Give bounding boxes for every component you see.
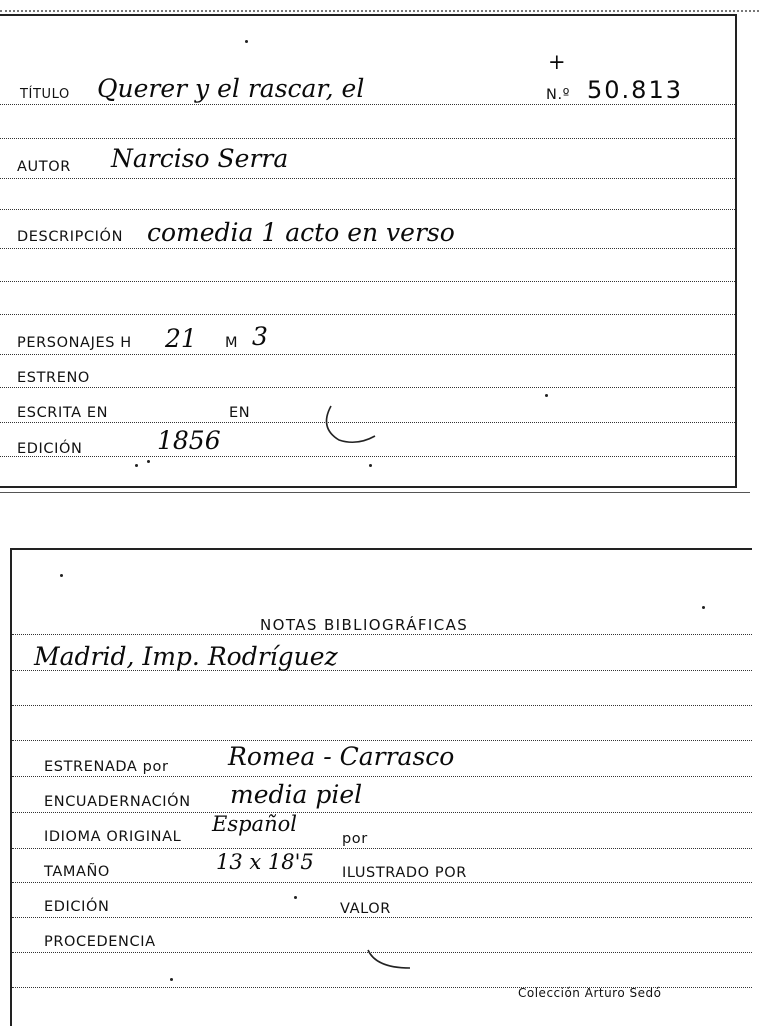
rule — [12, 812, 752, 813]
numero-label: N.º — [546, 87, 571, 103]
autor-label: AUTOR — [17, 159, 71, 175]
encuadernacion-label: ENCUADERNACIÓN — [44, 794, 191, 810]
rule — [12, 848, 752, 849]
rule — [0, 104, 735, 105]
rule — [0, 281, 735, 282]
escrita-en-label: ESCRITA EN — [17, 405, 109, 421]
rule — [0, 209, 735, 210]
ink-speck — [135, 464, 138, 467]
collection-footer: Colección Arturo Sedó — [518, 986, 662, 1000]
ink-speck — [170, 978, 173, 981]
edicion-value: 1856 — [157, 426, 221, 455]
ilustrado-label: ILUSTRADO POR — [342, 865, 467, 881]
rule — [12, 882, 752, 883]
numero-value: 50.813 — [587, 76, 683, 104]
descripcion-label: DESCRIPCIÓN — [17, 229, 124, 245]
ink-speck — [147, 460, 150, 463]
rule — [12, 634, 752, 635]
punch-hole-mark — [317, 400, 387, 450]
rule — [12, 776, 752, 777]
rule — [0, 248, 735, 249]
por-label: por — [342, 831, 368, 847]
rule — [12, 705, 752, 706]
idioma-value: Español — [212, 812, 297, 836]
ink-speck — [60, 574, 63, 577]
titulo-label: TÍTULO — [20, 87, 70, 102]
valor-label: VALOR — [340, 901, 391, 917]
rule — [0, 456, 735, 457]
punch-hole-mark — [362, 946, 422, 976]
rule — [0, 314, 735, 315]
estrenada-value: Romea - Carrasco — [228, 742, 455, 771]
ink-speck — [245, 40, 248, 43]
rule — [0, 178, 735, 179]
rule — [0, 387, 735, 388]
rule — [12, 740, 752, 741]
estreno-label: ESTRENO — [17, 370, 90, 386]
ink-speck — [702, 606, 705, 609]
catalog-card-back — [10, 548, 752, 1026]
en-label: EN — [229, 405, 251, 421]
estrenada-label: ESTRENADA por — [44, 759, 169, 775]
scan-top-edge — [0, 10, 759, 12]
catalog-card-front — [0, 14, 737, 488]
encuadernacion-value: media piel — [230, 780, 363, 809]
idioma-label: IDIOMA ORIGINAL — [44, 829, 182, 845]
ink-speck — [545, 394, 548, 397]
rule — [12, 917, 752, 918]
procedencia-label: PROCEDENCIA — [44, 934, 156, 950]
autor-value: Narciso Serra — [111, 144, 289, 173]
card-divider — [0, 492, 750, 493]
cross-mark: + — [548, 50, 566, 74]
ink-speck — [294, 896, 297, 899]
personajes-label: PERSONAJES H — [17, 335, 132, 351]
personajes-h-value: 21 — [165, 324, 197, 353]
rule — [0, 138, 735, 139]
ink-speck — [369, 464, 372, 467]
titulo-value: Querer y el rascar, el — [97, 74, 365, 103]
edicion-label: EDICIÓN — [17, 441, 83, 457]
tamano-label: TAMAÑO — [44, 864, 110, 880]
notas-value: Madrid, Imp. Rodríguez — [34, 642, 338, 671]
notas-heading: NOTAS BIBLIOGRÁFICAS — [260, 616, 469, 634]
tamano-value: 13 x 18'5 — [216, 850, 314, 874]
personajes-m-value: 3 — [252, 322, 268, 351]
personajes-m-label: M — [225, 335, 239, 351]
descripcion-value: comedia 1 acto en verso — [147, 218, 455, 247]
edicion-label: EDICIÓN — [44, 899, 110, 915]
rule — [0, 354, 735, 355]
